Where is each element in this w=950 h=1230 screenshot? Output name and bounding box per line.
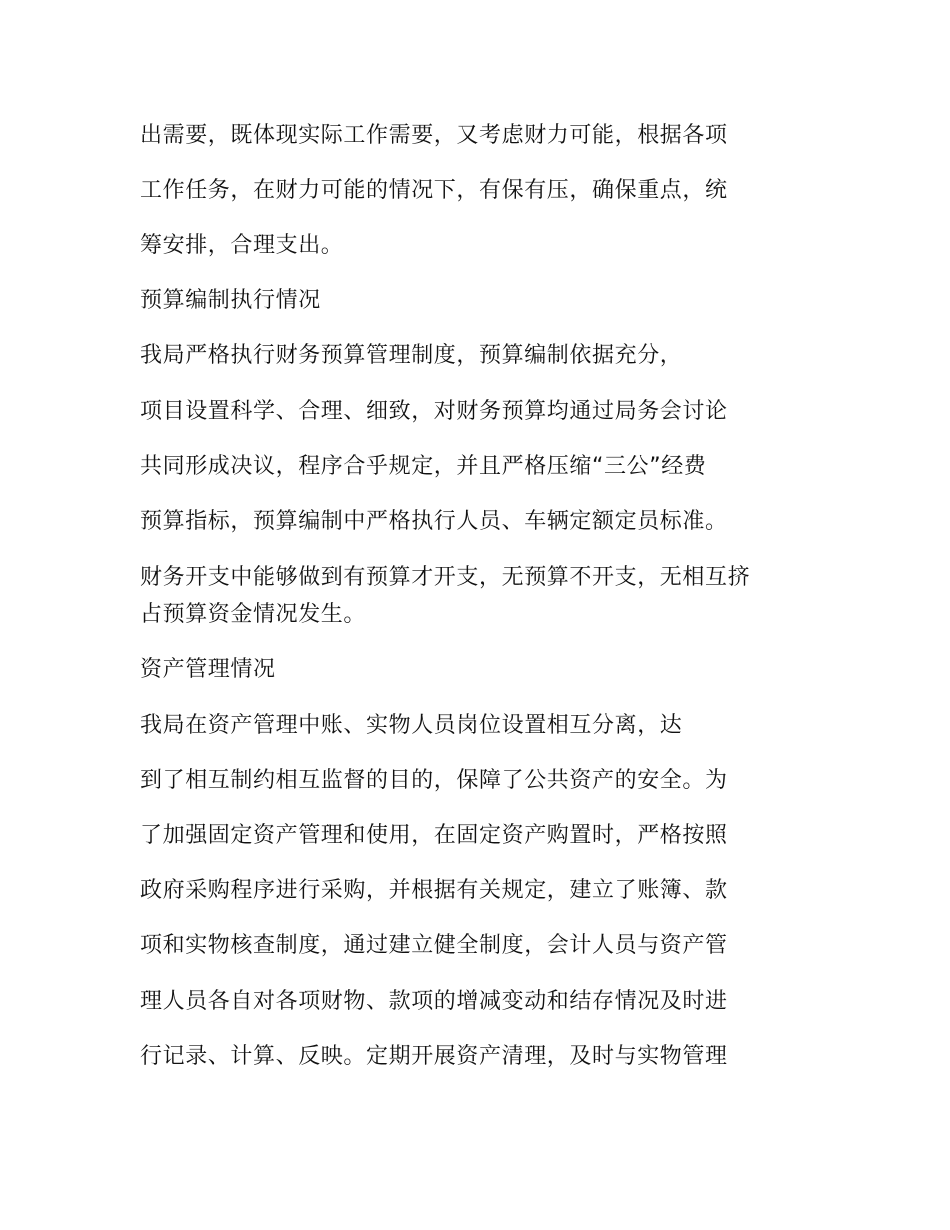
paragraph-line: 到了相互制约相互监督的目的，保障了公共资产的安全。为 bbox=[140, 768, 728, 793]
paragraph-line: 占预算资金情况发生。 bbox=[140, 602, 367, 627]
paragraph-line: 项和实物核查制度，通过建立健全制度，会计人员与资产管 bbox=[140, 933, 728, 958]
paragraph-line: 筹安排，合理支出。 bbox=[140, 233, 344, 258]
paragraph-line: 理人员各自对各项财物、款项的增减变动和结存情况及时进 bbox=[140, 989, 728, 1014]
paragraph-line: 财务开支中能够做到有预算才开支，无预算不开支，无相互挤 bbox=[140, 565, 751, 590]
section-heading: 预算编制执行情况 bbox=[140, 288, 321, 313]
paragraph-line: 工作任务，在财力可能的情况下，有保有压，确保重点，统 bbox=[140, 178, 728, 203]
paragraph-line: 共同形成决议，程序合乎规定，并且严格压缩“三公”经费 bbox=[140, 454, 707, 479]
paragraph-line: 政府采购程序进行采购，并根据有关规定，建立了账簿、款 bbox=[140, 878, 728, 903]
section-heading: 资产管理情况 bbox=[140, 657, 276, 682]
paragraph-line: 预算指标，预算编制中严格执行人员、车辆定额定员标准。 bbox=[140, 509, 728, 534]
paragraph-line: 出需要，既体现实际工作需要，又考虑财力可能，根据各项 bbox=[140, 123, 728, 148]
paragraph-line: 行记录、计算、反映。定期开展资产清理，及时与实物管理 bbox=[140, 1044, 728, 1069]
paragraph-line: 项目设置科学、合理、细致，对财务预算均通过局务会讨论 bbox=[140, 399, 728, 424]
paragraph-line: 我局在资产管理中账、实物人员岗位设置相互分离，达 bbox=[140, 713, 683, 738]
paragraph-line: 了加强固定资产管理和使用，在固定资产购置时，严格按照 bbox=[140, 823, 728, 848]
paragraph-line: 我局严格执行财务预算管理制度，预算编制依据充分， bbox=[140, 343, 683, 368]
